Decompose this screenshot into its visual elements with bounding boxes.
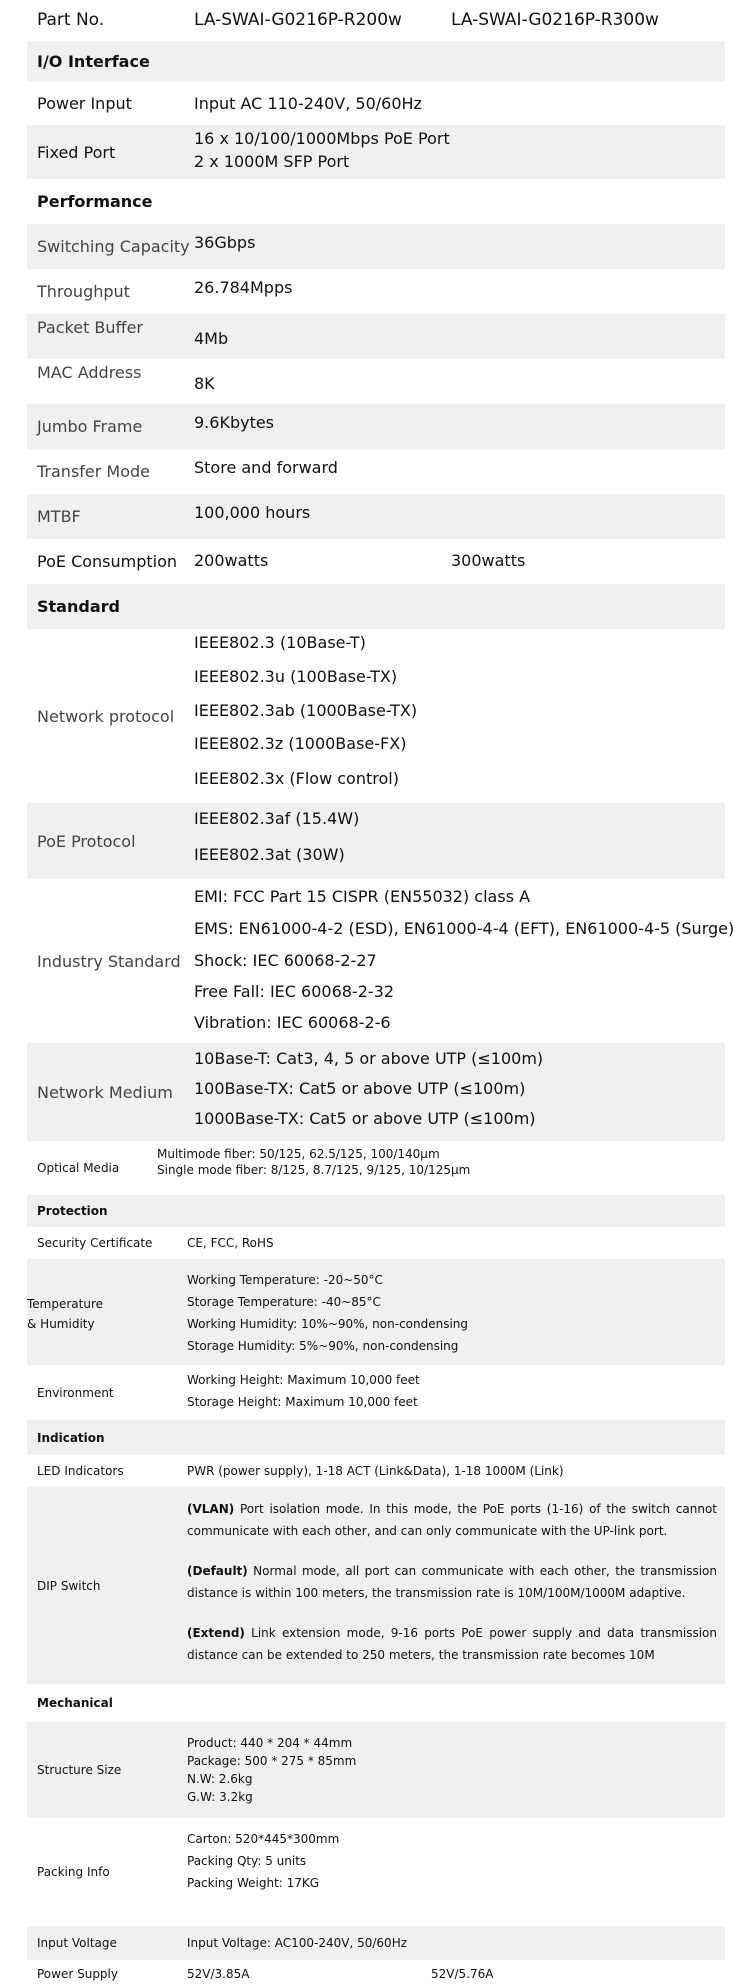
- environment-item: Storage Height: Maximum 10,000 feet: [187, 1395, 418, 1409]
- jumbo-frame-value: 9.6Kbytes: [194, 413, 275, 432]
- transfer-mode-label: Transfer Mode: [37, 462, 151, 481]
- structure-size-item: N.W: 2.6kg: [187, 1772, 253, 1786]
- industry-standard-label: Industry Standard: [37, 951, 181, 971]
- environment-row: [27, 1365, 725, 1420]
- dip-mode-text: Port isolation mode. In this mode, the PoE ports (1-16) of the switch cannot communicate with each other, and can only communicate with the UP-link port.: [187, 1502, 717, 1538]
- packet-buffer-row: [27, 314, 725, 359]
- poe-consumption-300w: 300watts: [451, 551, 526, 570]
- section-title: Performance: [37, 192, 153, 211]
- poe-protocol-item: IEEE802.3at (30W): [194, 845, 345, 864]
- security-certificate-value: CE, FCC, RoHS: [187, 1236, 274, 1250]
- led-indicators-label: LED Indicators: [37, 1464, 124, 1478]
- section-io: [27, 41, 725, 81]
- throughput-row: [27, 269, 725, 314]
- optical-media-item: Single mode fiber: 8/125, 8.7/125, 9/125, 10/125μm: [157, 1163, 471, 1177]
- section-title: I/O Interface: [37, 51, 150, 71]
- dip-mode-default: [187, 1560, 717, 1604]
- mac-address-value: 8K: [194, 374, 215, 393]
- packing-info-item: Packing Weight: 17KG: [187, 1876, 320, 1890]
- protocol-item: IEEE802.3x (Flow control): [194, 769, 399, 788]
- input-voltage-value: Input Voltage: AC100-240V, 50/60Hz: [187, 1936, 408, 1950]
- poe-protocol-label: PoE Protocol: [37, 831, 136, 851]
- network-medium-label: Network Medium: [37, 1082, 173, 1102]
- protocol-item: IEEE802.3u (100Base-TX): [194, 667, 398, 686]
- section-title: Mechanical: [37, 1696, 113, 1710]
- temp-humidity-label-2: & Humidity: [27, 1317, 95, 1331]
- fixed-port-poe: 16 x 10/100/1000Mbps PoE Port: [194, 129, 450, 148]
- switching-capacity-value: 36Gbps: [194, 233, 256, 252]
- part-no-label: Part No.: [37, 10, 105, 30]
- jumbo-frame-row: [27, 404, 725, 449]
- dip-mode-name: (Extend): [187, 1626, 245, 1640]
- temp-humidity-item: Working Temperature: -20~50°C: [187, 1273, 383, 1287]
- industry-standard-row: [27, 879, 735, 1043]
- section-standard: [27, 584, 725, 629]
- protocol-item: IEEE802.3z (1000Base-FX): [194, 734, 407, 753]
- led-indicators-row: [27, 1455, 725, 1487]
- dip-switch-row: [27, 1487, 725, 1684]
- fixed-port-sfp: 2 x 1000M SFP Port: [194, 152, 350, 171]
- network-medium-item: 1000Base-TX: Cat5 or above UTP (≤100m): [194, 1109, 536, 1128]
- optical-media-item: Multimode fiber: 50/125, 62.5/125, 100/140μm: [157, 1147, 440, 1161]
- poe-protocol-item: IEEE802.3af (15.4W): [194, 809, 360, 828]
- switching-capacity-label: Switching Capacity: [37, 237, 190, 256]
- power-input-value: Input AC 110-240V, 50/60Hz: [194, 94, 422, 113]
- jumbo-frame-label: Jumbo Frame: [37, 417, 143, 436]
- power-input-row: [27, 81, 725, 125]
- industry-standard-item: EMI: FCC Part 15 CISPR (EN55032) class A: [194, 887, 531, 906]
- power-supply-300w: 52V/5.76A: [431, 1967, 494, 1981]
- environment-item: Working Height: Maximum 10,000 feet: [187, 1373, 420, 1387]
- transfer-mode-row: [27, 449, 725, 494]
- industry-standard-item: Vibration: IEC 60068-2-6: [194, 1013, 391, 1032]
- poe-consumption-200w: 200watts: [194, 551, 269, 570]
- structure-size-item: G.W: 3.2kg: [187, 1790, 253, 1804]
- input-voltage-row: [27, 1926, 725, 1960]
- model-200w: LA-SWAI-G0216P-R200w: [194, 10, 402, 30]
- section-performance: [27, 179, 725, 224]
- poe-protocol-row: [27, 803, 725, 879]
- dip-mode-extend: [187, 1622, 717, 1666]
- section-mechanical: [27, 1684, 725, 1722]
- power-supply-200w: 52V/3.85A: [187, 1967, 250, 1981]
- input-voltage-label: Input Voltage: [37, 1936, 117, 1950]
- structure-size-item: Product: 440 * 204 * 44mm: [187, 1736, 353, 1750]
- optical-media-label: Optical Media: [37, 1161, 120, 1175]
- dip-mode-text: Normal mode, all port can communicate with each other, the transmission distance is within 100 meters, the transmission rate is 10M/100M/1000M adaptive.: [187, 1564, 717, 1600]
- packing-info-item: Packing Qty: 5 units: [187, 1854, 307, 1868]
- optical-media-row: [27, 1141, 725, 1195]
- section-title: Standard: [37, 597, 120, 616]
- structure-size-item: Package: 500 * 275 * 85mm: [187, 1754, 357, 1768]
- packet-buffer-label: Packet Buffer: [37, 318, 143, 337]
- temp-humidity-item: Working Humidity: 10%~90%, non-condensing: [187, 1317, 469, 1331]
- switching-capacity-row: [27, 224, 725, 269]
- dip-switch-label: DIP Switch: [37, 1578, 101, 1593]
- part-no-row: [27, 0, 725, 40]
- throughput-value: 26.784Mpps: [194, 278, 293, 297]
- fixed-port-row: [27, 125, 725, 179]
- section-protection: [27, 1195, 725, 1227]
- power-supply-row: [27, 1960, 725, 1988]
- section-indication: [27, 1420, 725, 1455]
- dip-mode-text: Link extension mode, 9-16 ports PoE power supply and data transmission distance can be extended to 250 meters, the transmission rate becomes 10M: [187, 1626, 717, 1662]
- mtbf-row: [27, 494, 725, 539]
- temp-humidity-row: [27, 1259, 725, 1365]
- fixed-port-label: Fixed Port: [37, 142, 116, 162]
- power-input-label: Power Input: [37, 93, 132, 113]
- temp-humidity-item: Storage Temperature: -40~85°C: [187, 1295, 381, 1309]
- mtbf-label: MTBF: [37, 507, 81, 526]
- dip-mode-name: (VLAN): [187, 1502, 235, 1516]
- packing-info-item: Carton: 520*445*300mm: [187, 1832, 340, 1846]
- dip-mode-vlan: [187, 1498, 717, 1542]
- packing-info-label: Packing Info: [37, 1865, 110, 1879]
- packing-info-row: [27, 1818, 725, 1926]
- security-certificate-label: Security Certificate: [37, 1236, 153, 1250]
- mac-address-label: MAC Address: [37, 363, 142, 382]
- environment-label: Environment: [37, 1385, 114, 1400]
- throughput-label: Throughput: [37, 282, 130, 301]
- industry-standard-item: Shock: IEC 60068-2-27: [194, 951, 377, 970]
- industry-standard-item: Free Fall: IEC 60068-2-32: [194, 982, 395, 1001]
- network-medium-item: 100Base-TX: Cat5 or above UTP (≤100m): [194, 1079, 526, 1098]
- structure-size-row: [27, 1722, 725, 1818]
- network-protocol-label: Network protocol: [37, 706, 175, 726]
- structure-size-label: Structure Size: [37, 1763, 122, 1777]
- led-indicators-value: PWR (power supply), 1-18 ACT (Link&Data), 1-18 1000M (Link): [187, 1464, 564, 1478]
- temp-humidity-item: Storage Humidity: 5%~90%, non-condensing: [187, 1339, 459, 1353]
- poe-consumption-label: PoE Consumption: [37, 552, 178, 571]
- temp-humidity-label-1: Temperature: [27, 1297, 104, 1311]
- protocol-item: IEEE802.3 (10Base-T): [194, 633, 366, 652]
- power-supply-label: Power Supply: [37, 1967, 118, 1981]
- network-medium-item: 10Base-T: Cat3, 4, 5 or above UTP (≤100m): [194, 1049, 544, 1068]
- network-medium-row: [27, 1043, 725, 1141]
- mtbf-value: 100,000 hours: [194, 503, 311, 522]
- section-title: Indication: [37, 1430, 105, 1445]
- transfer-mode-value: Store and forward: [194, 458, 338, 477]
- section-title: Protection: [37, 1204, 108, 1218]
- network-protocol-row: [27, 629, 725, 803]
- security-certificate-row: [27, 1227, 725, 1259]
- mac-address-row: [27, 359, 725, 404]
- industry-standard-item: EMS: EN61000-4-2 (ESD), EN61000-4-4 (EFT), EN61000-4-5 (Surge): [194, 919, 735, 938]
- model-300w: LA-SWAI-G0216P-R300w: [451, 10, 659, 30]
- packet-buffer-value: 4Mb: [194, 329, 229, 348]
- dip-mode-name: (Default): [187, 1564, 248, 1578]
- protocol-item: IEEE802.3ab (1000Base-TX): [194, 701, 418, 720]
- poe-consumption-row: [27, 539, 725, 584]
